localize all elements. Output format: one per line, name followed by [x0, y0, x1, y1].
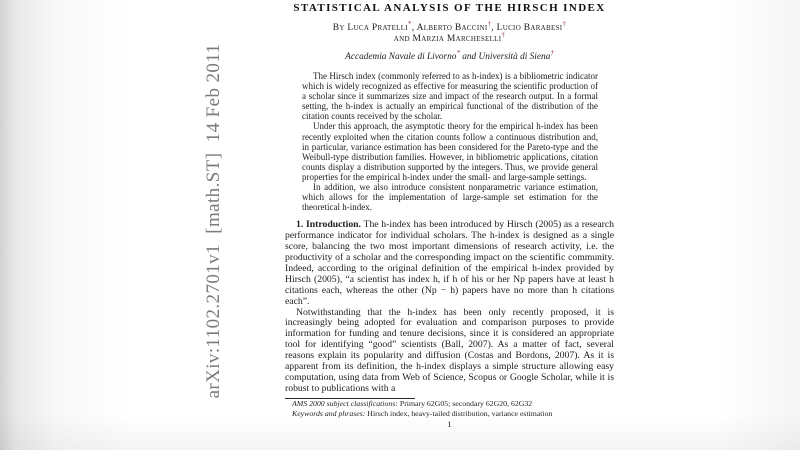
abstract-paragraph: Under this approach, the asymptotic theory for the empirical h-index has been recently exploited when the citation counts follow a continuous distribution and, in particular, variance estimation has been considered for the Pareto-type and the Weibull-type distribution families. However, in bibliometric applications, citation counts display a distribution supported by the integers. Thus, we provide general properties for the empirical h-index under the small- and large-sample settings.	[302, 121, 598, 182]
page-number: 1	[447, 419, 452, 430]
intro-paragraph: Notwithstanding that the h-index has been only recently proposed, it is increasingly being adopted for evaluation and comparison purposes to provide information for funding and tenure decisions, since it is considered an appropriate tool for identifying “good” scientists (Ball, 2007). As a matter of fact, several reasons explain its popularity and diffusion (Costas and Bordons, 2007). As it is apparent from its definition, the h-index displays a simple structure allowing easy computation, using data from Web of Science, Scopus or Google Scholar, while it is robust to publications with a	[285, 306, 614, 394]
abstract-paragraph: The Hirsch index (commonly referred to as h-index) is a bibliometric indicator which is widely recognized as effective for measuring the scientific production of a scholar since it summarizes size and impact of the research output. In a formal setting, the h-index is actually an empirical functional of the distribution of the citation counts received by the scholar.	[302, 71, 598, 122]
abstract-paragraph: In addition, we also introduce consistent nonparametric variance estimation, which allows for the implementation of large-sample set estimation for the theoretical h-index.	[302, 182, 598, 213]
affiliation-segment: Accademia Navale di Livorno	[345, 52, 457, 62]
author-segment: By Luca Pratelli	[332, 23, 408, 33]
affiliation-segment: and Università di Siena	[459, 52, 551, 62]
section-heading: 1. Introduction.	[296, 219, 361, 231]
author-mark: †	[501, 30, 506, 39]
introduction-section	[285, 220, 614, 395]
author-segment: , Lucio Barabesi	[491, 23, 563, 33]
intro-paragraph-text: The h-index has been introduced by Hirsch (2005) as a research performance indicator for individual scholars. The h-index is designed as a single score, balancing the two most important dimensions of research activity, i.e. the productivity of a scholar and the corresponding impact on the scientific community. Indeed, according to the original definition of the empirical h-index provided by Hirsch (2005), “a scientist has index h, if h of his or her Np papers have at least h citations each, whereas the other (Np − h) papers have no more than h citations each”.	[285, 219, 614, 307]
keywords-label: Keywords and phrases:	[292, 408, 366, 418]
affiliation-mark: †	[550, 48, 554, 57]
author-segment: and Marzia Marcheselli	[393, 34, 502, 44]
keywords-line	[285, 409, 614, 419]
keywords-text: Hirsch index, heavy-tailed distribution, variance estimation	[365, 408, 553, 418]
arxiv-stamp: arXiv:1102.2701v1 [math.ST] 14 Feb 2011	[203, 43, 224, 399]
author-mark: *	[407, 19, 412, 28]
author-mark: †	[487, 19, 492, 28]
ams-text: Primary 62G05; secondary 62G20, 62G32	[397, 398, 533, 408]
intro-paragraph	[285, 220, 614, 307]
affiliation-mark: *	[456, 48, 460, 57]
abstract	[302, 71, 598, 212]
author-line-1	[285, 19, 614, 34]
author-line-2	[285, 30, 614, 45]
affiliation-line	[285, 48, 614, 62]
author-segment: , Alberto Baccini	[411, 23, 488, 33]
ams-classification-line	[285, 399, 614, 409]
author-mark: †	[562, 19, 567, 28]
paper-content	[285, 0, 614, 429]
ams-label: AMS 2000 subject classifications:	[292, 398, 398, 408]
paper-title: STATISTICAL ANALYSIS OF THE HIRSCH INDEX	[293, 2, 606, 14]
